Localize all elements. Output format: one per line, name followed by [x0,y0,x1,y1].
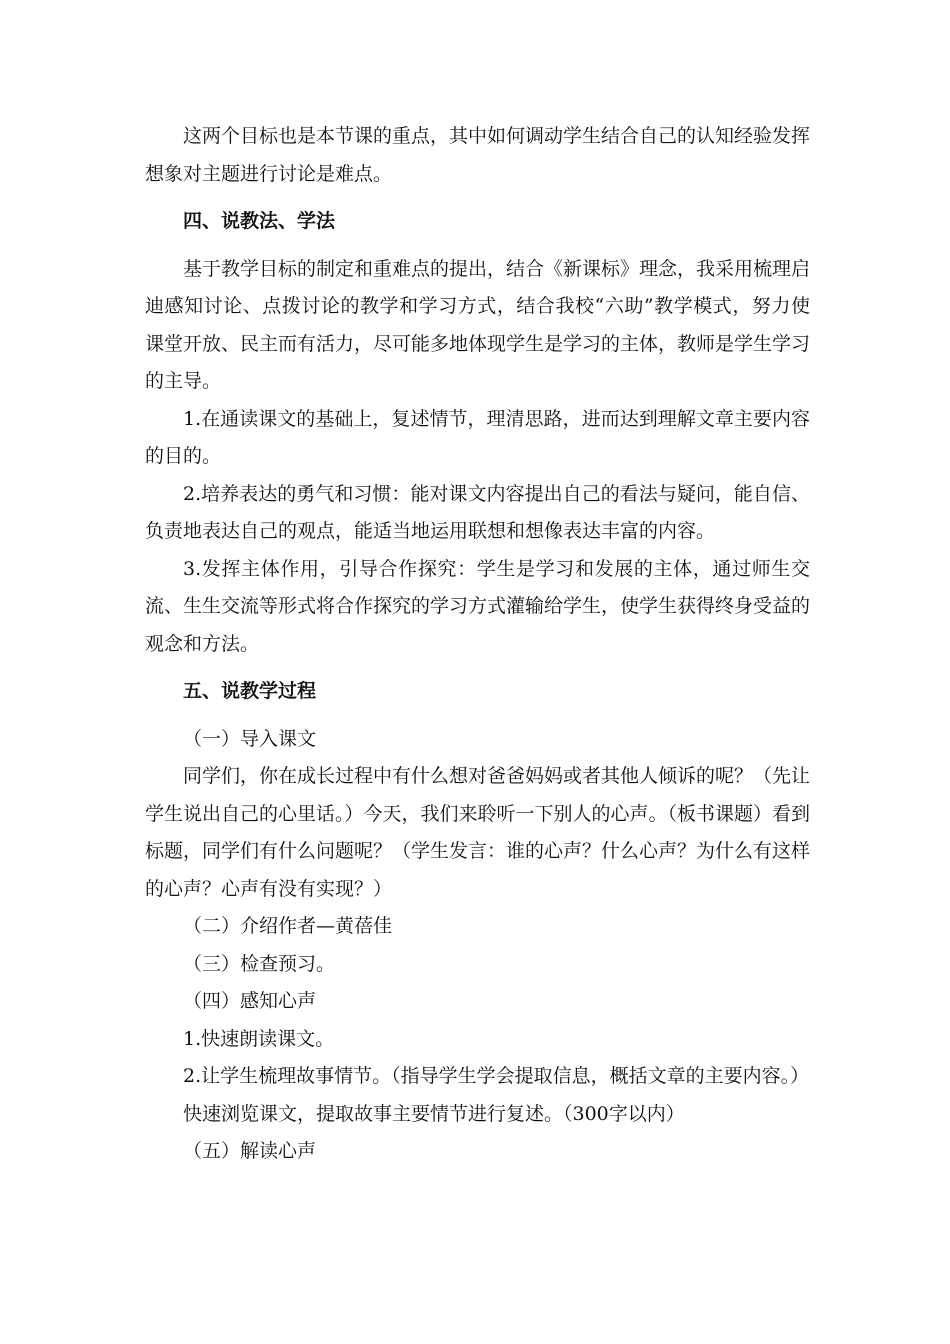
section-heading-methods: 四、说教法、学法 [183,210,336,232]
subsection-interpret: （五）解读心声 [183,1140,317,1162]
paragraph-methods-intro: 基于教学目标的制定和重难点的提出，结合《新课标》理念，我采用梳理启迪感知讨论、点拨讨论的教学和学习方式，结合我校“六助”教学模式，努力使课堂开放、民主而有活力，尽可能多地体现学生是学习的主体，教师是学生学习的主导。 [145,257,811,392]
paragraph-intro-lesson: 同学们，你在成长过程中有什么想对爸爸妈妈或者其他人倾诉的呢？（先让学生说出自己的心里话。）今天，我们来聆听一下别人的心声。（板书课题）看到标题，同学们有什么问题呢？（学生发言：谁的心声？什么心声？为什么有这样的心声？心声有没有实现？） [145,765,811,900]
section-heading-process: 五、说教学过程 [183,680,317,702]
subsection-intro-lesson: （一）导入课文 [183,727,317,750]
subsection-author: （二）介绍作者—黄蓓佳 [183,915,393,937]
paragraph-step-2-detail: 快速浏览课文，提取故事主要情节进行复述。（300字以内） [183,1102,685,1125]
subsection-preview-check: （三）检查预习。 [183,952,336,975]
paragraph-step-2: 2.让学生梳理故事情节。（指导学生学会提取信息，概括文章的主要内容。） [183,1065,810,1087]
paragraph-key-points: 这两个目标也是本节课的重点，其中如何调动学生结合自己的认知经验发挥想象对主题进行讨论是难点。 [145,125,811,185]
paragraph-step-1: 1.快速朗读课文。 [183,1027,335,1050]
document-body [145,118,810,1171]
paragraph-method-1: 1.在通读课文的基础上，复述情节，理清思路，进而达到理解文章主要内容的目的。 [145,407,810,467]
subsection-perceive: （四）感知心声 [183,990,317,1012]
paragraph-method-2: 2.培养表达的勇气和习惯：能对课文内容提出自己的看法与疑问，能自信、负责地表达自己的观点，能适当地运用联想和想像表达丰富的内容。 [145,482,810,542]
paragraph-method-3: 3.发挥主体作用，引导合作探究：学生是学习和发展的主体，通过师生交流、生生交流等形式将合作探究的学习方式灌输给学生，使学生获得终身受益的观念和方法。 [145,557,811,655]
